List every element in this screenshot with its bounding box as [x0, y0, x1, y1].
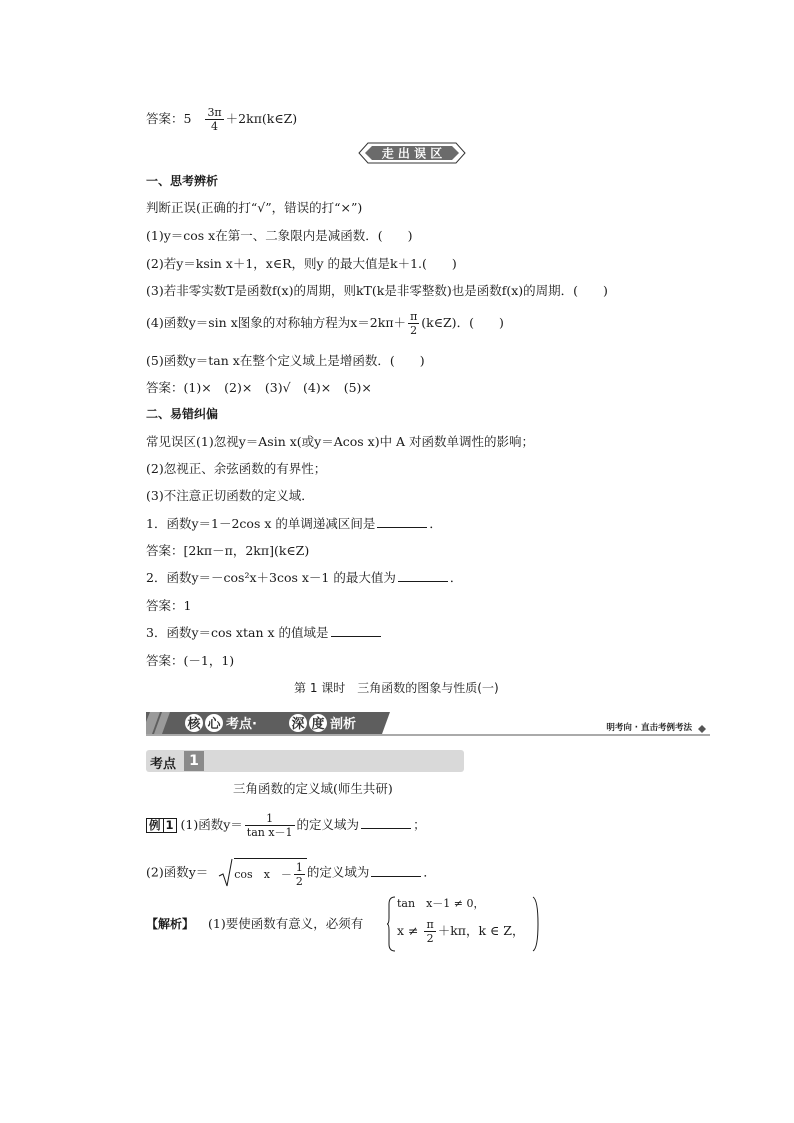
answer-blank [377, 516, 427, 528]
fraction: $\frac{1}{2}$ [295, 861, 303, 888]
core-char-4: 深 [291, 717, 305, 732]
example-tag: 例 1 [146, 818, 177, 833]
example-question-2: (2)函数y＝ cos x － $\frac{1}{2}$ 的定义域为 ． [146, 858, 436, 888]
question-5: (5)函数y＝tan x在整个定义域上是增函数．( ) [146, 353, 425, 368]
misconception-3: (3)不注意正切函数的定义域． [146, 488, 314, 503]
analysis-tag: 【解析】 [146, 917, 195, 931]
topic-title: 三角函数的定义域(师生共研) [233, 781, 393, 796]
kaodian-label: 考点 [150, 757, 177, 772]
question-2: (2)若y＝ksin x＋1，x∈R，则y 的最大值是k＋1.( ) [146, 256, 457, 271]
condition-2: x ≠ $\frac{\pi}{2}$ ＋kπ，k ∈ Z， [397, 918, 525, 945]
answer-blank [331, 625, 381, 637]
lesson-title: 第 1 课时 三角函数的图象与性质(一) [294, 681, 499, 695]
sqrt-sign [218, 858, 234, 888]
instruction: 判断正误(正确的打“√”，错误的打“×”) [146, 200, 363, 215]
answer-blank [398, 570, 448, 582]
example-question-1: 例 1 (1)函数y＝ $\frac{1}{\text{tan x－1}}$ 的定义域为 ； [146, 812, 426, 839]
fraction: $\frac{3\pi}{4}$ [207, 106, 222, 133]
question-3: (3)若非零实数T是函数f(x)的周期，则kT(k是非零整数)也是函数f(x)的周期．( ) [146, 283, 608, 298]
problem-1: 1．函数y＝1－2cos x 的单调递减区间是 ． [146, 516, 442, 531]
misconception-1: 常见误区(1)忽视y＝Asin x(或y＝Acos x)中 A 对函数单调性的影响； [146, 434, 535, 449]
answer-1: 答案：[2kπ－π，2kπ](k∈Z) [146, 543, 310, 558]
brace-right [532, 896, 540, 952]
section-banner [358, 142, 466, 164]
problem-3: 3．函数y＝cos xtan x 的值域是 [146, 625, 383, 641]
section-heading: 二、易错纠偏 [146, 407, 219, 421]
question-1: (1)y＝cos x在第一、二象限内是减函数．( ) [146, 228, 413, 243]
fraction: $\frac{\pi}{2}$ [410, 310, 418, 337]
core-banner [146, 710, 710, 736]
core-tail: 剖析 [330, 717, 357, 732]
analysis-line: 【解析】 (1)要使函数有意义，必须有 [146, 916, 364, 931]
core-mid: 考点· [226, 717, 257, 732]
diamond-icon [698, 725, 706, 733]
question-4: (4)函数y＝sin x图象的对称轴方程为x＝2kπ＋ $\frac{\pi}{2}$ (k∈Z)．( ) [146, 310, 504, 337]
core-char-1: 核 [187, 717, 201, 732]
brace-left [386, 896, 396, 952]
answer-blank [361, 817, 411, 829]
condition-1: tan x－1 ≠ 0， [397, 897, 485, 910]
fraction: $\frac{1}{\text{tan x－1}}$ [246, 812, 293, 839]
answers-1: 答案：(1)× (2)× (3)√ (4)× (5)× [146, 380, 372, 395]
fraction: $\frac{\pi}{2}$ [426, 918, 434, 945]
kaodian-bar [146, 750, 464, 772]
problem-2: 2．函数y＝－cos²x＋3cos x－1 的最大值为 ． [146, 570, 463, 585]
core-right-text: 明考向 · 直击考例考法 [606, 723, 692, 733]
answer-top: 答案：5 $\frac{3\pi}{4}$ ＋2kπ(k∈Z) [146, 106, 298, 133]
kaodian-number: 1 [184, 751, 204, 771]
answer-blank [371, 865, 421, 877]
misconception-2: (2)忽视正、余弦函数的有界性； [146, 461, 327, 476]
answer-2: 答案：1 [146, 598, 192, 613]
answer-3: 答案：(－1，1) [146, 653, 235, 668]
banner-title: 走 出 误 区 [381, 146, 443, 161]
core-char-5: 度 [311, 717, 325, 732]
section-heading: 一、思考辨析 [146, 174, 219, 188]
core-char-2: 心 [207, 717, 221, 732]
